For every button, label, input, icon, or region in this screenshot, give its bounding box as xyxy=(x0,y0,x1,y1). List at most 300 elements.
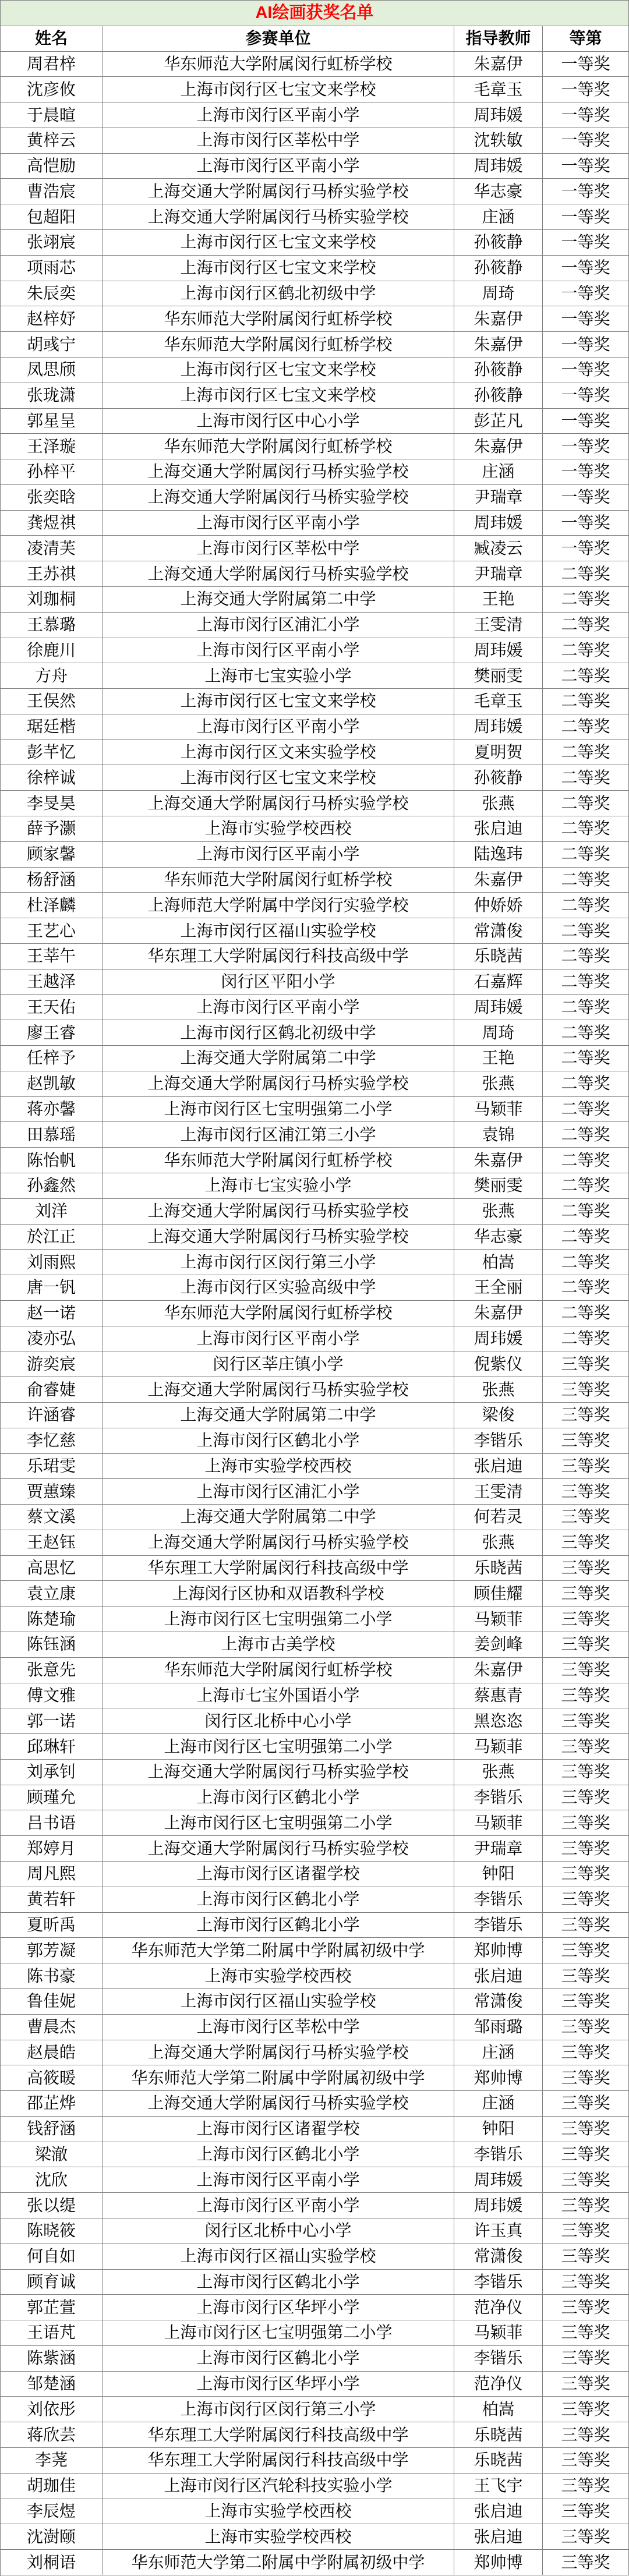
teacher-cell: 李锴乐 xyxy=(454,1428,543,1453)
table-row xyxy=(1,204,629,230)
award-level-cell: 二等奖 xyxy=(543,1301,629,1326)
student-name-cell: 高恺励 xyxy=(1,154,103,179)
student-name-cell: 胡彧宁 xyxy=(1,332,103,357)
award-level-cell: 三等奖 xyxy=(543,1760,629,1785)
teacher-cell: 石嘉辉 xyxy=(454,969,543,995)
table-body xyxy=(1,52,629,2575)
award-level-cell: 三等奖 xyxy=(543,1505,629,1530)
table-title: AI绘画获奖名单 xyxy=(1,1,629,26)
award-level-cell: 三等奖 xyxy=(543,1836,629,1861)
table-row xyxy=(1,77,629,102)
award-level-cell: 二等奖 xyxy=(543,663,629,688)
table-row xyxy=(1,1607,629,1632)
student-name-cell: 顾家馨 xyxy=(1,842,103,867)
table-row xyxy=(1,1836,629,1862)
award-level-cell: 三等奖 xyxy=(543,2295,629,2320)
teacher-cell: 夏明贺 xyxy=(454,740,543,765)
table-row xyxy=(1,1199,629,1225)
award-level-cell: 三等奖 xyxy=(543,2372,629,2397)
teacher-cell: 常潇俊 xyxy=(454,1989,543,2014)
student-name-cell: 张以缇 xyxy=(1,2193,103,2218)
teacher-cell: 毛章玉 xyxy=(454,77,543,102)
award-level-cell: 一等奖 xyxy=(543,306,629,331)
student-name-cell: 徐梓诚 xyxy=(1,765,103,790)
award-level-cell: 三等奖 xyxy=(543,1683,629,1708)
table-row xyxy=(1,383,629,409)
award-level-cell: 三等奖 xyxy=(543,2244,629,2269)
teacher-cell: 孙筱静 xyxy=(454,383,543,408)
school-cell: 华东师范大学附属闵行虹桥学校 xyxy=(103,332,454,357)
school-cell: 上海市闵行区鹤北小学 xyxy=(103,1887,454,1912)
table-row xyxy=(1,306,629,332)
student-name-cell: 张珑潇 xyxy=(1,383,103,408)
table-row xyxy=(1,358,629,383)
school-cell: 上海市闵行区平南小学 xyxy=(103,511,454,536)
teacher-cell: 张燕 xyxy=(454,1071,543,1096)
school-cell: 华东师范大学第二附属中学附属初级中学 xyxy=(103,2065,454,2090)
school-cell: 上海市闵行区平南小学 xyxy=(103,638,454,663)
teacher-cell: 孙筱静 xyxy=(454,256,543,281)
school-cell: 上海市闵行区七宝文来学校 xyxy=(103,77,454,102)
school-cell: 华东师范大学附属闵行虹桥学校 xyxy=(103,306,454,331)
award-level-cell: 一等奖 xyxy=(543,485,629,510)
award-level-cell: 二等奖 xyxy=(543,816,629,841)
student-name-cell: 俞睿婕 xyxy=(1,1377,103,1402)
school-cell: 上海交通大学附属第二中学 xyxy=(103,587,454,612)
award-level-cell: 三等奖 xyxy=(543,1785,629,1810)
student-name-cell: 周凡熙 xyxy=(1,1862,103,1887)
student-name-cell: 田慕瑶 xyxy=(1,1122,103,1147)
school-cell: 华东师范大学附属闵行虹桥学校 xyxy=(103,434,454,459)
award-level-cell: 三等奖 xyxy=(543,1581,629,1606)
school-cell: 上海市闵行区诸翟学校 xyxy=(103,1862,454,1887)
award-level-cell: 一等奖 xyxy=(543,77,629,102)
student-name-cell: 游奕宸 xyxy=(1,1351,103,1377)
table-row xyxy=(1,1938,629,1963)
school-cell: 上海市闵行区鹤北小学 xyxy=(103,2270,454,2295)
table-row xyxy=(1,1785,629,1811)
table-row xyxy=(1,1275,629,1301)
student-name-cell: 唐一钒 xyxy=(1,1275,103,1300)
school-cell: 华东理工大学附属闵行科技高级中学 xyxy=(103,1556,454,1581)
table-row xyxy=(1,1862,629,1887)
table-row xyxy=(1,52,629,77)
award-level-cell: 二等奖 xyxy=(543,1122,629,1147)
table-row xyxy=(1,2474,629,2499)
header-row xyxy=(1,26,629,52)
school-cell: 上海交通大学附属闵行马桥实验学校 xyxy=(103,485,454,510)
table-row xyxy=(1,2422,629,2448)
teacher-cell: 范净仪 xyxy=(454,2372,543,2397)
school-cell: 上海交通大学附属闵行马桥实验学校 xyxy=(103,1199,454,1224)
school-cell: 上海市闵行区鹤北小学 xyxy=(103,1428,454,1453)
award-level-cell: 二等奖 xyxy=(543,1225,629,1250)
table-row xyxy=(1,1810,629,1836)
student-name-cell: 周君梓 xyxy=(1,52,103,77)
teacher-cell: 臧凌云 xyxy=(454,536,543,561)
table-row xyxy=(1,1760,629,1785)
table-row xyxy=(1,791,629,816)
table-row xyxy=(1,2015,629,2040)
award-level-cell: 一等奖 xyxy=(543,102,629,128)
table-row xyxy=(1,1454,629,1480)
student-name-cell: 凤思颀 xyxy=(1,358,103,383)
school-cell: 上海市实验学校西校 xyxy=(103,2524,454,2549)
table-row xyxy=(1,179,629,204)
student-name-cell: 沈澍颐 xyxy=(1,2524,103,2549)
table-row xyxy=(1,256,629,281)
teacher-cell: 王雯清 xyxy=(454,1479,543,1504)
teacher-cell: 朱嘉伊 xyxy=(454,52,543,77)
student-name-cell: 于晨暄 xyxy=(1,102,103,128)
teacher-cell: 李锴乐 xyxy=(454,2142,543,2167)
table-row xyxy=(1,663,629,689)
table-row xyxy=(1,2499,629,2525)
teacher-cell: 姜剑峰 xyxy=(454,1632,543,1657)
table-row xyxy=(1,2244,629,2270)
student-name-cell: 王越泽 xyxy=(1,969,103,995)
teacher-cell: 庄涵 xyxy=(454,2091,543,2116)
teacher-cell: 周玮媛 xyxy=(454,154,543,179)
student-name-cell: 刘承钊 xyxy=(1,1760,103,1785)
school-cell: 上海交通大学附属闵行马桥实验学校 xyxy=(103,2040,454,2065)
teacher-cell: 朱嘉伊 xyxy=(454,1301,543,1326)
teacher-cell: 黑恣恣 xyxy=(454,1708,543,1733)
school-cell: 上海市闵行区平南小学 xyxy=(103,714,454,739)
table-row xyxy=(1,2320,629,2346)
teacher-cell: 张燕 xyxy=(454,1377,543,1402)
award-level-cell: 三等奖 xyxy=(543,1530,629,1555)
award-level-cell: 一等奖 xyxy=(543,52,629,77)
award-level-cell: 三等奖 xyxy=(543,2550,629,2575)
table-row xyxy=(1,868,629,893)
student-name-cell: 黄梓云 xyxy=(1,128,103,153)
school-cell: 上海市闵行区鹤北小学 xyxy=(103,1913,454,1938)
teacher-cell: 袁锦 xyxy=(454,1122,543,1147)
table-row xyxy=(1,536,629,561)
school-cell: 上海市闵行区浦江第三小学 xyxy=(103,1122,454,1147)
table-row xyxy=(1,969,629,995)
school-cell: 华东师范大学附属闵行虹桥学校 xyxy=(103,52,454,77)
table-row xyxy=(1,1428,629,1454)
teacher-cell: 王飞宇 xyxy=(454,2474,543,2499)
school-cell: 上海市闵行区莘松中学 xyxy=(103,128,454,153)
school-cell: 上海市闵行区福山实验学校 xyxy=(103,2244,454,2269)
student-name-cell: 王语芃 xyxy=(1,2320,103,2345)
school-cell: 上海市闵行区闵行第三小学 xyxy=(103,2397,454,2422)
teacher-cell: 周玮媛 xyxy=(454,638,543,663)
teacher-cell: 张启迪 xyxy=(454,816,543,841)
table-row xyxy=(1,1326,629,1352)
table-row xyxy=(1,1046,629,1071)
school-cell: 上海市闵行区七宝文来学校 xyxy=(103,689,454,714)
award-level-cell: 一等奖 xyxy=(543,459,629,484)
table-row xyxy=(1,459,629,485)
student-name-cell: 张意先 xyxy=(1,1658,103,1683)
table-row xyxy=(1,944,629,969)
teacher-cell: 钟阳 xyxy=(454,1862,543,1887)
teacher-cell: 王雯清 xyxy=(454,613,543,638)
student-name-cell: 薛予灏 xyxy=(1,816,103,841)
table-row xyxy=(1,1989,629,2015)
teacher-cell: 周玮媛 xyxy=(454,2167,543,2192)
student-name-cell: 郭芳凝 xyxy=(1,1938,103,1963)
table-row xyxy=(1,128,629,154)
award-level-cell: 二等奖 xyxy=(543,1148,629,1173)
school-cell: 华东理工大学附属闵行科技高级中学 xyxy=(103,944,454,969)
table-row xyxy=(1,1556,629,1581)
table-row xyxy=(1,434,629,459)
student-name-cell: 廖王睿 xyxy=(1,1020,103,1045)
student-name-cell: 杨舒涵 xyxy=(1,868,103,893)
teacher-cell: 陆逸玮 xyxy=(454,842,543,867)
school-cell: 上海市闵行区鹤北小学 xyxy=(103,2142,454,2167)
award-level-cell: 三等奖 xyxy=(543,2142,629,2167)
student-name-cell: 王俣然 xyxy=(1,689,103,714)
school-cell: 上海市实验学校西校 xyxy=(103,1454,454,1479)
school-cell: 上海市闵行区浦汇小学 xyxy=(103,613,454,638)
student-name-cell: 孙梓平 xyxy=(1,459,103,484)
teacher-cell: 庄涵 xyxy=(454,204,543,229)
teacher-cell: 张启迪 xyxy=(454,2524,543,2549)
student-name-cell: 钱舒涵 xyxy=(1,2117,103,2142)
student-name-cell: 邱琳轩 xyxy=(1,1734,103,1759)
student-name-cell: 郑婷月 xyxy=(1,1836,103,1861)
award-level-cell: 三等奖 xyxy=(543,1938,629,1963)
table-row xyxy=(1,2397,629,2422)
award-level-cell: 三等奖 xyxy=(543,2167,629,2192)
student-name-cell: 赵凯敏 xyxy=(1,1071,103,1096)
teacher-cell: 周玮媛 xyxy=(454,995,543,1020)
award-level-cell: 二等奖 xyxy=(543,791,629,816)
teacher-cell: 毛章玉 xyxy=(454,689,543,714)
table-row xyxy=(1,2091,629,2117)
award-level-cell: 三等奖 xyxy=(543,2448,629,2473)
school-cell: 上海市闵行区莘松中学 xyxy=(103,2015,454,2040)
school-cell: 上海市闵行区七宝文来学校 xyxy=(103,230,454,255)
teacher-cell: 朱嘉伊 xyxy=(454,434,543,459)
student-name-cell: 赵一诺 xyxy=(1,1301,103,1326)
student-name-cell: 陈楚瑜 xyxy=(1,1607,103,1632)
teacher-cell: 周玮媛 xyxy=(454,714,543,739)
award-level-cell: 三等奖 xyxy=(543,1454,629,1479)
school-cell: 上海交通大学附属闵行马桥实验学校 xyxy=(103,1530,454,1555)
award-level-cell: 三等奖 xyxy=(543,2270,629,2295)
award-level-cell: 三等奖 xyxy=(543,2346,629,2371)
teacher-cell: 彭芷凡 xyxy=(454,409,543,434)
school-cell: 上海交通大学附属闵行马桥实验学校 xyxy=(103,2091,454,2116)
table-row xyxy=(1,1963,629,1989)
teacher-cell: 常潇俊 xyxy=(454,2244,543,2269)
school-cell: 华东师范大学附属闵行虹桥学校 xyxy=(103,1658,454,1683)
teacher-cell: 何若灵 xyxy=(454,1505,543,1530)
teacher-cell: 马颖菲 xyxy=(454,1810,543,1835)
school-cell: 上海交通大学附属闵行马桥实验学校 xyxy=(103,1071,454,1096)
student-name-cell: 邵芷烨 xyxy=(1,2091,103,2116)
school-cell: 上海市闵行区平南小学 xyxy=(103,842,454,867)
award-level-cell: 三等奖 xyxy=(543,1479,629,1504)
student-name-cell: 蔡文溪 xyxy=(1,1505,103,1530)
student-name-cell: 蒋欣芸 xyxy=(1,2422,103,2447)
award-level-cell: 三等奖 xyxy=(543,1658,629,1683)
table-row xyxy=(1,1020,629,1046)
student-name-cell: 傅文雅 xyxy=(1,1683,103,1708)
student-name-cell: 曹浩宸 xyxy=(1,179,103,204)
student-name-cell: 项雨芯 xyxy=(1,256,103,281)
student-name-cell: 彭芊忆 xyxy=(1,740,103,765)
teacher-cell: 常潇俊 xyxy=(454,918,543,943)
teacher-cell: 孙筱静 xyxy=(454,765,543,790)
table-row xyxy=(1,714,629,740)
award-level-cell: 二等奖 xyxy=(543,714,629,739)
table-row xyxy=(1,816,629,842)
award-level-cell: 一等奖 xyxy=(543,154,629,179)
award-level-cell: 三等奖 xyxy=(543,1632,629,1657)
teacher-cell: 王艳 xyxy=(454,587,543,612)
award-level-cell: 一等奖 xyxy=(543,204,629,229)
teacher-cell: 乐晓茜 xyxy=(454,944,543,969)
teacher-cell: 王艳 xyxy=(454,1046,543,1071)
table-row xyxy=(1,1301,629,1326)
teacher-cell: 华志豪 xyxy=(454,179,543,204)
award-level-cell: 三等奖 xyxy=(543,2218,629,2244)
school-cell: 上海市闵行区莘松中学 xyxy=(103,536,454,561)
student-name-cell: 李忆慈 xyxy=(1,1428,103,1453)
student-name-cell: 郭芷萱 xyxy=(1,2295,103,2320)
school-cell: 华东师范大学第二附属中学附属初级中学 xyxy=(103,1938,454,1963)
teacher-cell: 柏嵩 xyxy=(454,2397,543,2422)
student-name-cell: 陈晓筱 xyxy=(1,2218,103,2244)
school-cell: 上海交通大学附属闵行马桥实验学校 xyxy=(103,1225,454,1250)
award-level-cell: 三等奖 xyxy=(543,2422,629,2447)
student-name-cell: 郭一诺 xyxy=(1,1708,103,1733)
teacher-cell: 周琦 xyxy=(454,281,543,306)
student-name-cell: 胡珈佳 xyxy=(1,2474,103,2499)
table-row xyxy=(1,1505,629,1530)
award-level-cell: 三等奖 xyxy=(543,2040,629,2065)
award-level-cell: 三等奖 xyxy=(543,2524,629,2549)
teacher-cell: 张启迪 xyxy=(454,1454,543,1479)
teacher-cell: 庄涵 xyxy=(454,2040,543,2065)
teacher-cell: 周玮媛 xyxy=(454,2193,543,2218)
student-name-cell: 何自如 xyxy=(1,2244,103,2269)
award-level-cell: 三等奖 xyxy=(543,2065,629,2090)
table-row xyxy=(1,765,629,791)
school-cell: 上海市闵行区中心小学 xyxy=(103,409,454,434)
student-name-cell: 赵晨皓 xyxy=(1,2040,103,2065)
student-name-cell: 王慕璐 xyxy=(1,613,103,638)
table-row xyxy=(1,2550,629,2575)
school-cell: 上海市古美学校 xyxy=(103,1632,454,1657)
table-row xyxy=(1,918,629,944)
school-cell: 上海市闵行区平南小学 xyxy=(103,2167,454,2192)
teacher-cell: 尹瑞章 xyxy=(454,1836,543,1861)
student-name-cell: 刘洋 xyxy=(1,1199,103,1224)
table-row xyxy=(1,1403,629,1428)
header-school: 参赛单位 xyxy=(103,26,454,51)
student-name-cell: 顾育诚 xyxy=(1,2270,103,2295)
table-row xyxy=(1,154,629,179)
school-cell: 上海交通大学附属闵行马桥实验学校 xyxy=(103,1836,454,1861)
student-name-cell: 乐珺雯 xyxy=(1,1454,103,1479)
school-cell: 上海交通大学附属闵行马桥实验学校 xyxy=(103,1760,454,1785)
table-row xyxy=(1,893,629,918)
header-teacher: 指导教师 xyxy=(454,26,543,51)
student-name-cell: 陈钰涵 xyxy=(1,1632,103,1657)
award-level-cell: 三等奖 xyxy=(543,1708,629,1733)
student-name-cell: 张奕晗 xyxy=(1,485,103,510)
student-name-cell: 王莘午 xyxy=(1,944,103,969)
award-level-cell: 二等奖 xyxy=(543,740,629,765)
teacher-cell: 张启迪 xyxy=(454,1963,543,1988)
teacher-cell: 仲娇娇 xyxy=(454,893,543,918)
student-name-cell: 刘依彤 xyxy=(1,2397,103,2422)
student-name-cell: 凌清芙 xyxy=(1,536,103,561)
award-level-cell: 三等奖 xyxy=(543,1989,629,2014)
award-level-cell: 三等奖 xyxy=(543,2091,629,2116)
teacher-cell: 朱嘉伊 xyxy=(454,1658,543,1683)
school-cell: 上海市实验学校西校 xyxy=(103,1963,454,1988)
award-level-cell: 二等奖 xyxy=(543,1326,629,1351)
student-name-cell: 王艺心 xyxy=(1,918,103,943)
teacher-cell: 李锴乐 xyxy=(454,2270,543,2295)
table-row xyxy=(1,2040,629,2066)
student-name-cell: 凌亦弘 xyxy=(1,1326,103,1351)
award-level-cell: 三等奖 xyxy=(543,1963,629,1988)
table-row xyxy=(1,2065,629,2091)
student-name-cell: 杜泽麟 xyxy=(1,893,103,918)
school-cell: 上海市七宝实验小学 xyxy=(103,1173,454,1198)
teacher-cell: 朱嘉伊 xyxy=(454,868,543,893)
school-cell: 上海市闵行区福山实验学校 xyxy=(103,918,454,943)
teacher-cell: 庄涵 xyxy=(454,459,543,484)
teacher-cell: 张启迪 xyxy=(454,2499,543,2524)
teacher-cell: 郑帅博 xyxy=(454,2550,543,2575)
teacher-cell: 周玮媛 xyxy=(454,102,543,128)
school-cell: 上海市实验学校西校 xyxy=(103,2499,454,2524)
table-row xyxy=(1,613,629,638)
school-cell: 上海市闵行区七宝文来学校 xyxy=(103,383,454,408)
school-cell: 上海交通大学附属闵行马桥实验学校 xyxy=(103,459,454,484)
award-level-cell: 一等奖 xyxy=(543,358,629,383)
student-name-cell: 王泽璇 xyxy=(1,434,103,459)
school-cell: 华东师范大学附属闵行虹桥学校 xyxy=(103,1148,454,1173)
teacher-cell: 樊丽雯 xyxy=(454,663,543,688)
award-level-cell: 一等奖 xyxy=(543,332,629,357)
school-cell: 闵行区北桥中心小学 xyxy=(103,2218,454,2244)
table-row xyxy=(1,689,629,714)
award-level-cell: 一等奖 xyxy=(543,434,629,459)
school-cell: 上海交通大学附属第二中学 xyxy=(103,1046,454,1071)
school-cell: 上海市闵行区华坪小学 xyxy=(103,2372,454,2397)
award-level-cell: 三等奖 xyxy=(543,1403,629,1428)
table-row xyxy=(1,1708,629,1734)
school-cell: 闵行区北桥中心小学 xyxy=(103,1708,454,1733)
teacher-cell: 张燕 xyxy=(454,1530,543,1555)
teacher-cell: 张燕 xyxy=(454,1760,543,1785)
teacher-cell: 邹雨璐 xyxy=(454,2015,543,2040)
teacher-cell: 孙筱静 xyxy=(454,358,543,383)
school-cell: 上海闵行区协和双语教科学校 xyxy=(103,1581,454,1606)
school-cell: 上海市闵行区浦汇小学 xyxy=(103,1479,454,1504)
table-row xyxy=(1,1658,629,1683)
student-name-cell: 李旻昊 xyxy=(1,791,103,816)
school-cell: 上海市闵行区平南小学 xyxy=(103,995,454,1020)
school-cell: 上海交通大学附属闵行马桥实验学校 xyxy=(103,1377,454,1402)
student-name-cell: 吕书语 xyxy=(1,1810,103,1835)
table-row xyxy=(1,2524,629,2550)
table-row xyxy=(1,2117,629,2142)
